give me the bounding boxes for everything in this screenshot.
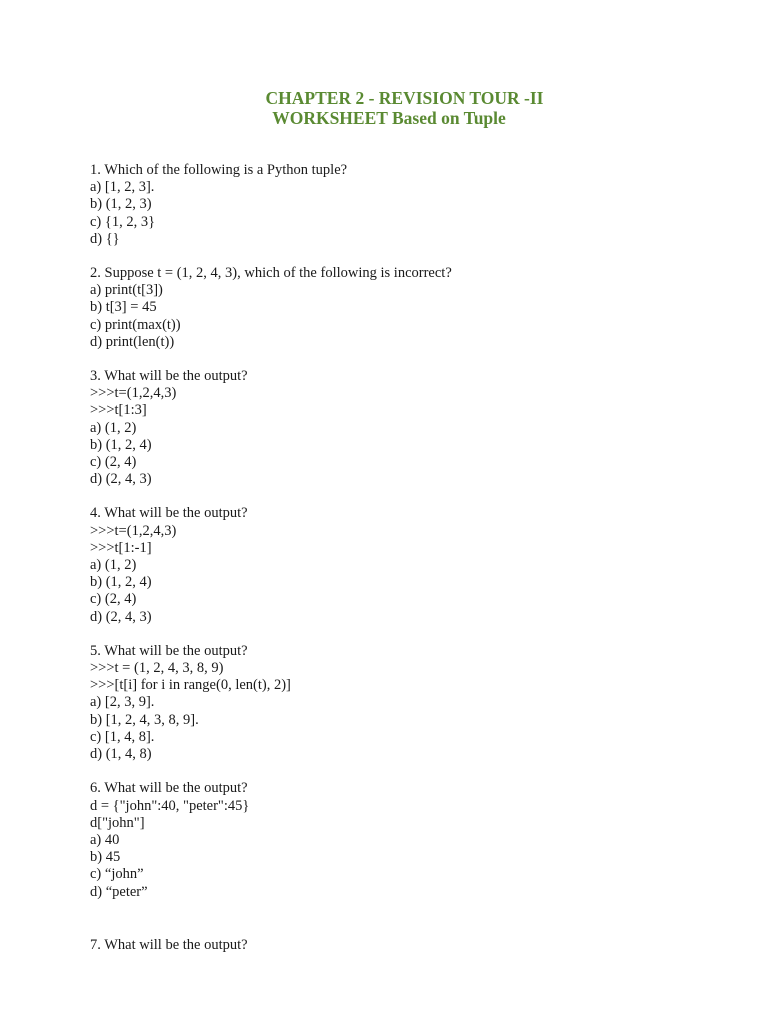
question-line: b) 45 (90, 849, 121, 866)
question-line: a) [2, 3, 9]. (90, 694, 155, 711)
question-line: c) [1, 4, 8]. (90, 728, 155, 745)
question-line: c) “john” (90, 866, 144, 883)
question-line: d) (1, 4, 8) (90, 746, 152, 763)
worksheet-subtitle: WORKSHEET Based on Tuple (272, 108, 506, 128)
question-text: 7. What will be the output? (90, 936, 248, 953)
question-line: d) “peter” (90, 883, 148, 900)
question-block (90, 937, 730, 954)
question-text: 6. What will be the output? (90, 780, 248, 797)
question-text: 1. Which of the following is a Python tuple? (90, 162, 348, 178)
question-line: b) (1, 2, 3) (90, 196, 152, 213)
question-line: a) print(t[3]) (90, 282, 163, 299)
question-line: >>>t[1:-1] (90, 539, 152, 556)
question-block (90, 643, 730, 763)
question-line: c) print(max(t)) (90, 316, 181, 333)
chapter-title: CHAPTER 2 - REVISION TOUR -II (265, 88, 544, 108)
question-line: >>>t=(1,2,4,3) (90, 385, 177, 402)
question-line: d) {} (90, 230, 120, 247)
question-line: >>>t = (1, 2, 4, 3, 8, 9) (90, 660, 224, 677)
question-line: d) print(len(t)) (90, 333, 175, 350)
question-block (90, 780, 730, 900)
question-line: c) {1, 2, 3} (90, 213, 156, 230)
question-line: d) (2, 4, 3) (90, 608, 152, 625)
question-line: d["john"] (90, 814, 145, 831)
question-line: d = {"john":40, "peter":45} (90, 797, 250, 814)
question-line: b) t[3] = 45 (90, 299, 157, 316)
question-list (90, 162, 730, 971)
question-line: >>>t[1:3] (90, 402, 147, 419)
question-line: b) (1, 2, 4) (90, 574, 152, 591)
question-line: b) [1, 2, 4, 3, 8, 9]. (90, 711, 199, 728)
question-line: >>>t=(1,2,4,3) (90, 522, 177, 539)
question-line: d) (2, 4, 3) (90, 471, 152, 488)
question-line: a) (1, 2) (90, 557, 137, 574)
question-line: c) (2, 4) (90, 591, 137, 608)
worksheet-header (0, 88, 768, 128)
question-line: a) (1, 2) (90, 419, 137, 436)
question-block (90, 265, 730, 351)
question-line: >>>[t[i] for i in range(0, len(t), 2)] (90, 677, 291, 694)
question-line: a) 40 (90, 831, 120, 848)
question-text: 3. What will be the output? (90, 368, 248, 385)
question-line: a) [1, 2, 3]. (90, 179, 155, 196)
question-text: 5. What will be the output? (90, 642, 248, 659)
question-block (90, 505, 730, 625)
question-line: c) (2, 4) (90, 454, 137, 471)
question-line: b) (1, 2, 4) (90, 436, 152, 453)
question-text: 2. Suppose t = (1, 2, 4, 3), which of the following is incorrect? (90, 265, 452, 282)
question-block (90, 368, 730, 488)
question-block (90, 162, 730, 248)
question-text: 4. What will be the output? (90, 505, 248, 522)
